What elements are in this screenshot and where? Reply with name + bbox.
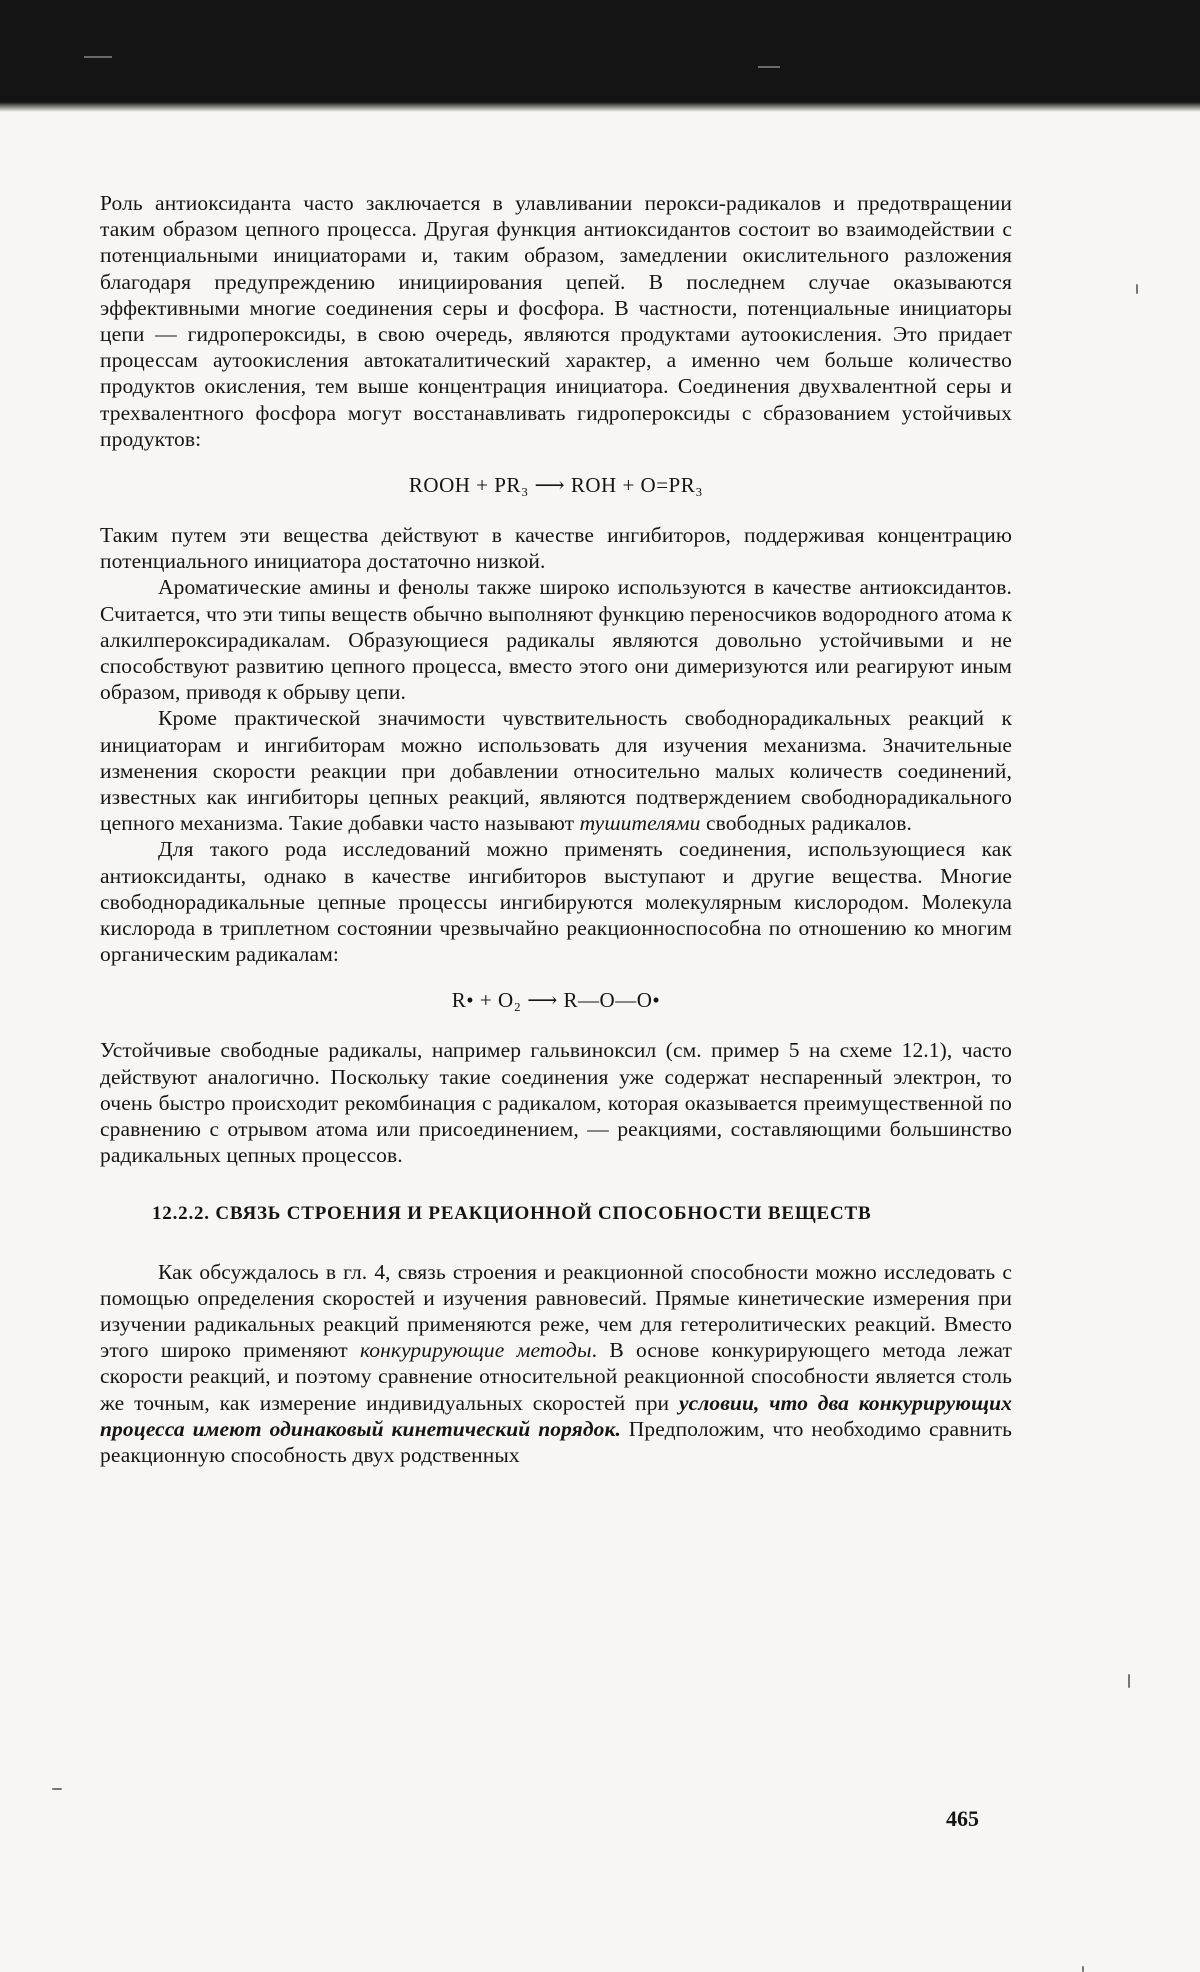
scan-mark	[84, 56, 112, 58]
scan-speck	[52, 1788, 62, 1790]
section-heading: 12.2.2. СВЯЗЬ СТРОЕНИЯ И РЕАКЦИОННОЙ СПОСОБНОСТИ ВЕЩЕСТВ	[152, 1202, 872, 1224]
paragraph-1: Роль антиоксиданта часто заключается в улавливании перокси-радикалов и предотвращении таким образом цепного процесса. Другая функция антиоксидантов состоит во взаимодействии с потенциальными инициаторами и, таким образом, замедлении окислительного разложения благодаря предупреждению инициирования цепей. В последнем случае оказываются эффективными многие соединения серы и фосфора. В частности, потенциальные инициаторы цепи — гидропероксиды, в свою очередь, являются продуктами аутоокисления. Это придает процессам аутоокисления автокаталитический характер, а именно чем больше количество продуктов окисления, тем выше концентрация инициатора. Соединения двухвалентной серы и трехвалентного фосфора могут восстанавливать гидропероксиды с сбразованием устойчивых продуктов:	[100, 191, 1012, 451]
scan-speck	[1136, 284, 1138, 294]
page-body	[100, 190, 1012, 1468]
formula-phosphine-reduction: ROOH + PR₃ ⟶ ROH + O=PR₃	[408, 473, 704, 498]
paragraph-7-b: . В основе конкурирующего метода лежат скорости реакций, и поэтому сравнение относительной реакционной способности является столь же точным, как измерение индивидуальных скоростей при	[100, 1338, 1012, 1415]
paragraph-4	[100, 705, 1012, 836]
paragraph-7	[100, 1259, 1012, 1469]
condition-same-kinetic-order: условии, что два конкурирующих процесса имеют одинаковый кинетический порядок.	[100, 1390, 1012, 1441]
scan-speck	[1128, 1674, 1130, 1688]
paragraph-7-c: Предположим, что необходимо сравнить реакционную способность двух родственных	[100, 1416, 1013, 1467]
paragraph-2: Таким путем эти вещества действуют в качестве ингибиторов, поддерживая концентрацию потенциального инициатора достаточно низкой.	[100, 523, 1012, 574]
term-quenchers: тушителями	[579, 811, 701, 836]
paragraph-3: Ароматические амины и фенолы также широко используются в качестве антиоксидантов. Считается, что эти типы веществ обычно выполняют функцию переносчиков водородного атома к алкилпероксирадикалам. Образующиеся радикалы являются довольно устойчивыми и не способствуют развитию цепного процесса, вместо этого они димеризуются или реагируют иным образом, приводя к обрыву цепи.	[100, 575, 1012, 705]
scan-top-band	[0, 0, 1200, 112]
paragraph-4-end: свободных радикалов.	[700, 811, 912, 836]
paragraph-4-start: Кроме практической значимости чувствительность свободнорадикальных реакций к инициаторам и ингибиторам можно использовать для изучения механизма. Значительные изменения скорости реакции при добавлении относительно малых количеств соединений, известных как ингибиторы цепных реакций, являются подтверждением свободнорадикального цепного механизма. Такие добавки часто называют	[100, 706, 1012, 836]
scan-speck	[1082, 1966, 1084, 1972]
scan-mark	[758, 66, 780, 68]
paragraph-6: Устойчивые свободные радикалы, например гальвиноксил (см. пример 5 на схеме 12.1), часто действуют аналогично. Поскольку такие соединения уже содержат неспаренный электрон, то очень быстро происходит рекомбинация с радикалом, которая оказывается преимущественной по сравнению с отрывом атома или присоединением, — реакциями, составляющими большинство радикальных цепных процессов.	[100, 1038, 1012, 1168]
paragraph-7-a: Как обсуждалось в гл. 4, связь строения и реакционной способности можно исследовать с помощью определения скоростей и изучения равновесий. Прямые кинетические измерения при изучении радикальных реакций применяются реже, чем для гетеролитических реакций. Вместо этого широко применяют	[100, 1259, 1012, 1363]
paragraph-5: Для такого рода исследований можно применять соединения, использующиеся как антиоксиданты, однако в качестве ингибиторов выступают и другие вещества. Многие свободнорадикальные цепные процессы ингибируются молекулярным кислородом. Молекула кислорода в триплетном состоянии чрезвычайно реакционноспособна по отношению ко многим органическим радикалам:	[100, 837, 1012, 967]
term-competing-methods: конкурирующие методы	[359, 1338, 592, 1363]
page-number: 465	[946, 1806, 979, 1831]
formula-oxygen-addition: R• + O₂ ⟶ R—O—O•	[451, 988, 661, 1013]
